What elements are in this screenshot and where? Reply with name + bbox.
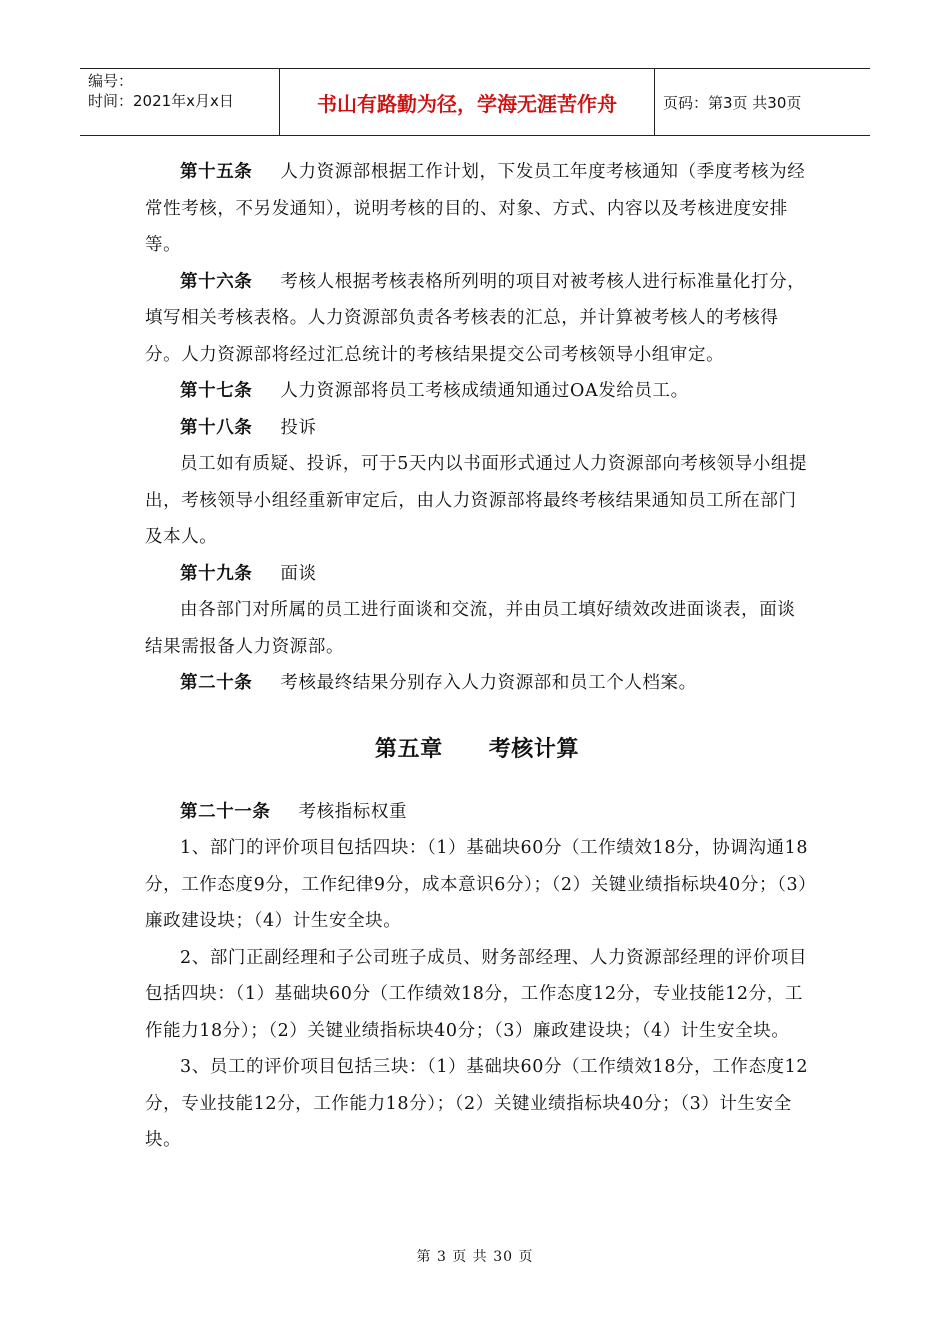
- article-17-title: 第十七条: [180, 381, 253, 401]
- article-19-body: 由各部门对所属的员工进行面谈和交流，并由员工填好绩效改进面谈表，面谈结果需报备人力资源部。: [145, 600, 796, 657]
- article-18: [145, 410, 809, 447]
- article-20-title: 第二十条: [180, 673, 253, 693]
- article-20: [145, 665, 809, 702]
- article-19-text: 面谈: [280, 563, 317, 584]
- article-16: [145, 264, 809, 374]
- weight-item-1: 1、部门的评价项目包括四块：（1）基础块60分（工作绩效18分，协调沟通18分，工作态度9分，工作纪律9分，成本意识6分）；（2）关键业绩指标块40分；（3）廉政建设块；（4）计生安全块。: [145, 838, 809, 931]
- document-body: [145, 154, 809, 1159]
- article-21-title: 第二十一条: [180, 801, 271, 822]
- article-17: [145, 373, 809, 410]
- article-18-title: 第十八条: [180, 417, 253, 438]
- article-18-text: 投诉: [280, 417, 317, 438]
- article-19-title: 第十九条: [180, 563, 253, 584]
- article-17-text: 人力资源部将员工考核成绩通知通过OA发给员工。: [280, 381, 689, 401]
- article-16-title: 第十六条: [180, 271, 253, 292]
- chapter-title: 考核计算: [488, 736, 580, 762]
- article-19: [145, 556, 809, 593]
- page-footer: 第 3 页 共 30 页: [416, 1249, 534, 1265]
- header-motto: 书山有路勤为径，学海无涯苦作舟: [280, 69, 655, 135]
- article-18-body: 员工如有质疑、投诉，可于5天内以书面形式通过人力资源部向考核领导小组提出，考核领导小组经重新审定后，由人力资源部将最终考核结果通知员工所在部门及本人。: [145, 454, 808, 547]
- chapter-heading: [145, 730, 809, 770]
- article-21: [145, 794, 809, 831]
- article-15-title: 第十五条: [180, 162, 253, 182]
- article-15: [145, 154, 809, 264]
- weight-item-2: 2、部门正副经理和子公司班子成员、财务部经理、人力资源部经理的评价项目包括四块：（1）基础块60分（工作绩效18分，工作态度12分，专业技能12分，工作能力18分）；（2）关键业绩指标块40分；（3）廉政建设块；（4）计生安全块。: [145, 947, 808, 1041]
- article-21-text: 考核指标权重: [298, 801, 408, 822]
- document-number-label: 编号：: [88, 72, 134, 90]
- weight-item-3: 3、员工的评价项目包括三块：（1）基础块60分（工作绩效18分，工作态度12分，专业技能12分，工作能力18分）；（2）关键业绩指标块40分；（3）计生安全块。: [145, 1057, 809, 1150]
- page-header: [80, 68, 870, 136]
- article-20-text: 考核最终结果分别存入人力资源部和员工个人档案。: [280, 673, 697, 693]
- chapter-number: 第五章: [374, 736, 443, 762]
- header-meta: [80, 69, 280, 135]
- header-page-label: 页码：第3页 共30页: [663, 93, 802, 112]
- article-16-text: 考核人根据考核表格所列明的项目对被考核人进行标准量化打分，填写相关考核表格。人力资源部负责各考核表的汇总，并计算被考核人的考核得分。人力资源部将经过汇总统计的考核结果提交公司考核领导小组审定。: [145, 271, 806, 365]
- article-15-text: 人力资源部根据工作计划，下发员工年度考核通知（季度考核为经常性考核，不另发通知），说明考核的目的、对象、方式、内容以及考核进度安排等。: [145, 162, 806, 255]
- document-date-label: 时间：2021年x月x日: [88, 92, 234, 110]
